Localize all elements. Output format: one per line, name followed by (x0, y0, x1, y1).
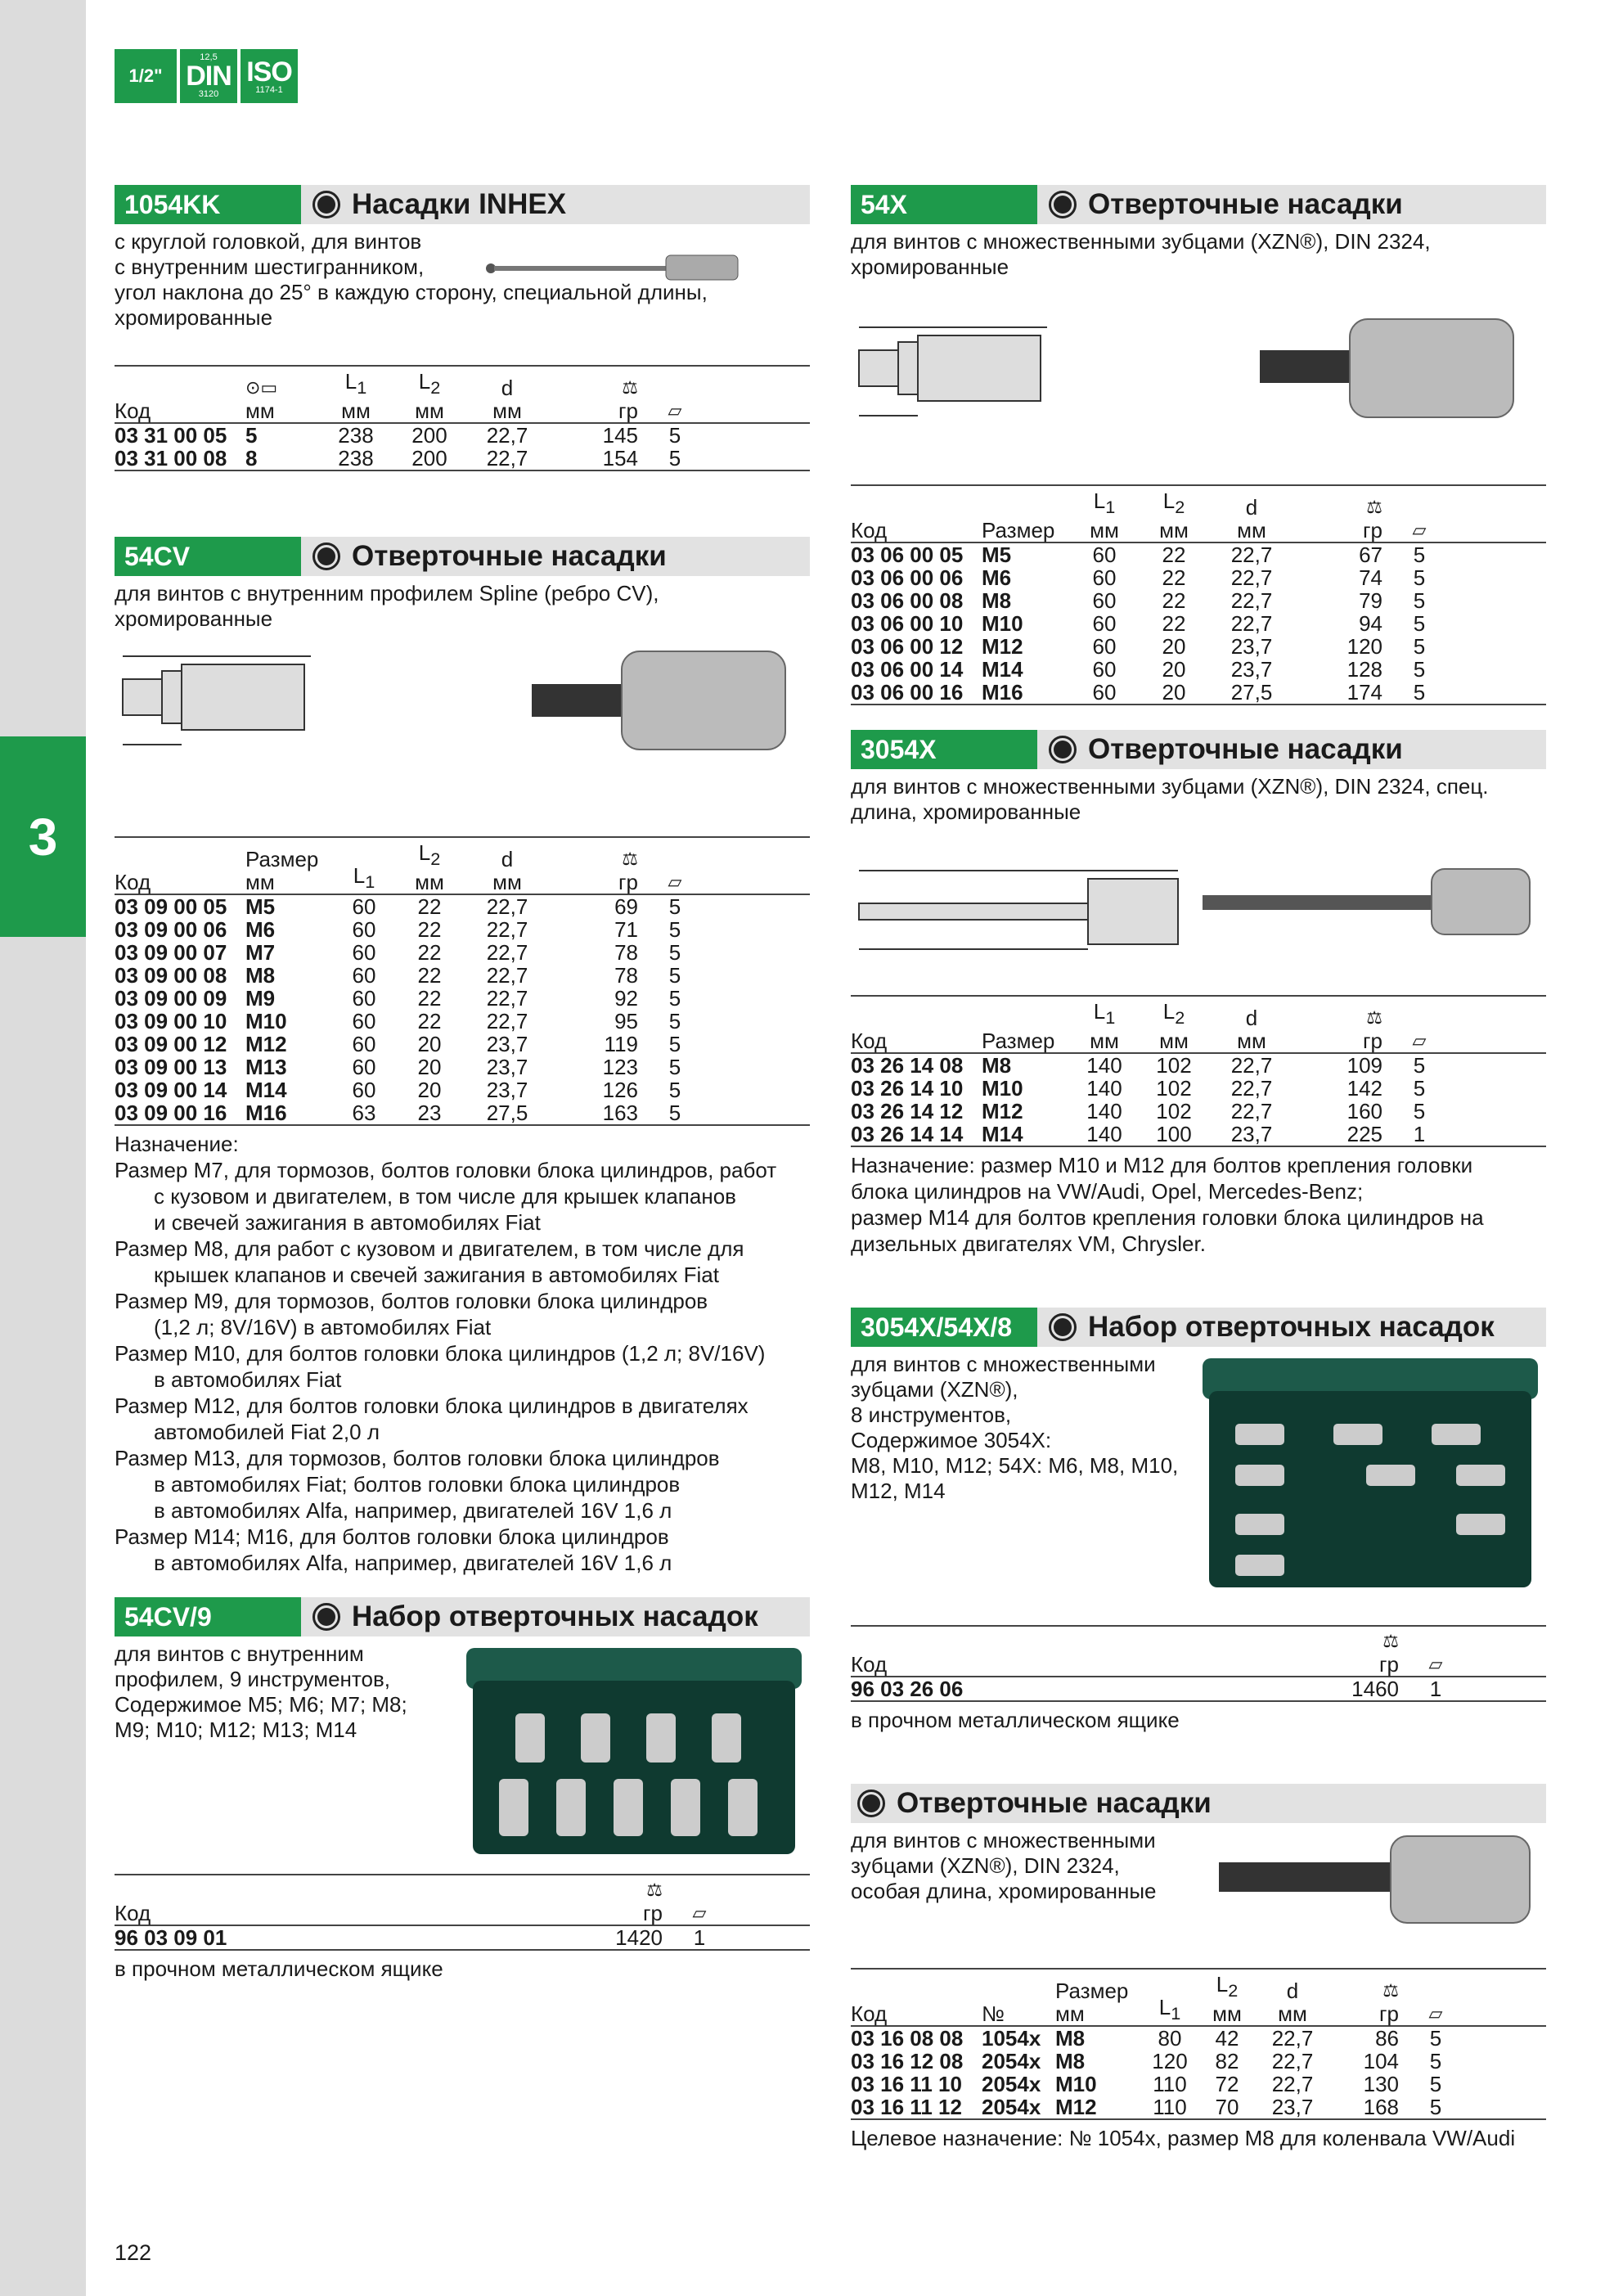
table-cell: 140 (1086, 1076, 1122, 1101)
table-cell: 22 (1162, 588, 1186, 614)
table-cell: 5 (1413, 634, 1426, 660)
specs-table: Код Размер мм $L_1$ $L_2$ мм d мм ⚖ гр ▱ 03 09 00 05 M5 60 22 22,7 69 5 03 09 00 06 M6 60 22 22,7 71 5 03 09 00 07 M7 60 22 22,7 78 5 03 09 00 08 M8 60 22 22,7 78 5 03 09 00 09 M9 60 22 22,7 92 5 03 09 00 10 M10 60 22 22,7 95 5 03 09 00 12 M12 60 20 23,7 119 5 03 09 00 13 M13 60 20 23,7 123 5 03 09 00 14 M14 60 20 23,7 126 5 03 09 00 16 M16 63 23 27,5 163 5 (115, 836, 810, 1126)
table-cell: M5 (982, 542, 1012, 568)
table-cell: 27,5 (486, 1101, 528, 1126)
table-cell: 23,7 (1230, 634, 1273, 660)
table-cell: 03 26 14 12 (851, 1099, 964, 1124)
table-cell: 22,7 (486, 963, 528, 988)
package-icon: ▱ (668, 871, 682, 893)
table-cell: 100 (1156, 1122, 1192, 1147)
xzn-drive-icon (1049, 191, 1077, 218)
table-cell: 23,7 (1230, 657, 1273, 682)
table-cell: 2054x (982, 2072, 1041, 2097)
table-cell: 94 (1359, 611, 1382, 637)
page-number: 122 (115, 2240, 152, 2265)
table-cell: M10 (245, 1009, 287, 1034)
specs-table: Код Размер $L_1$ мм $L_2$ мм d мм ⚖ гр ▱ 03 06 00 05 M5 60 22 22,7 67 5 03 06 00 06 M6 60 22 22,7 74 5 03 06 00 08 M8 60 22 22,7 79 5 03 06 00 10 M10 60 22 22,7 94 5 03 06 00 12 M12 60 20 23,7 120 5 03 06 00 14 M14 60 20 23,7 128 5 03 06 00 16 M16 60 20 27,5 174 5 (851, 484, 1546, 705)
table-cell: 142 (1347, 1076, 1382, 1101)
socket-bit-image (1194, 861, 1538, 943)
table-cell: 03 09 00 13 (115, 1055, 227, 1080)
table-row (851, 542, 1546, 566)
table-cell: 5 (1413, 611, 1426, 637)
table-row (115, 1078, 810, 1101)
table-row: 03 31 00 05 5 238 200 22,7 145 5 (115, 423, 681, 448)
table-cell: 5 (668, 963, 681, 988)
table-cell: 5 (1429, 2049, 1442, 2074)
section-3054x (851, 730, 1546, 1257)
section-title-bar (851, 730, 1546, 769)
table-cell: 140 (1086, 1053, 1122, 1078)
table-cell: 03 16 12 08 (851, 2049, 964, 2074)
section-title: Насадки INHEX (352, 188, 567, 220)
table-cell: 60 (1092, 611, 1117, 637)
table-cell: 22 (1162, 611, 1186, 637)
table-cell: 03 06 00 05 (851, 542, 964, 568)
section-title-bar (115, 537, 810, 576)
table-cell: 119 (604, 1032, 638, 1057)
table-cell: 20 (1162, 634, 1186, 660)
section-1054kk (115, 185, 810, 471)
table-cell: 22,7 (1230, 1076, 1273, 1101)
section-footnote: в прочном металлическом ящике (851, 1708, 1180, 1732)
specs-table: Код № Размер мм $L_1$ $L_2$ мм d мм ⚖ гр ▱ 03 16 08 08 1054x M8 80 42 22,7 86 5 03 16 12 08 2054x M8 120 82 22,7 104 5 03 16 11 10 2054x M10 110 72 22,7 130 5 03 16 11 12 2054x M12 110 70 23,7 168 5 (851, 1968, 1546, 2120)
table-cell: 60 (352, 894, 376, 920)
dimension-drawing (851, 317, 1063, 424)
table-cell: 5 (668, 1101, 681, 1126)
table-cell: M13 (245, 1055, 287, 1080)
table-row (851, 681, 1546, 705)
table-cell: 60 (1092, 634, 1117, 660)
table-cell: 63 (352, 1101, 376, 1126)
table-cell: 60 (1092, 565, 1117, 591)
table-cell: M5 (245, 894, 276, 920)
table-cell: 5 (1429, 2026, 1442, 2051)
usage-notes: Назначение: размер M10 и M12 для болтов крепления головки блока цилиндров на VW/Audi, Opel, Mercedes-Benz; размер M14 для болтов крепления головки блока цилиндров на дизельных двигателях VM, Chrysler. (851, 1153, 1484, 1257)
table-cell: M8 (1055, 2026, 1086, 2051)
table-cell: 03 16 11 12 (851, 2095, 962, 2120)
socket-bit-image (1252, 308, 1530, 422)
section-xzn-special-length (851, 1784, 1546, 2151)
table-cell: 20 (417, 1032, 442, 1057)
table-cell: 67 (1359, 542, 1382, 568)
table-cell: 120 (1347, 634, 1382, 660)
section-title: Набор отверточных насадок (352, 1600, 758, 1632)
table-cell: 60 (1092, 680, 1117, 705)
table-cell: 03 16 11 10 (851, 2072, 962, 2097)
table-cell: 5 (1413, 680, 1426, 705)
table-cell: M9 (245, 986, 276, 1011)
weight-icon: ⚖ (1382, 1631, 1399, 1651)
package-icon: ▱ (1428, 2003, 1443, 2024)
section-title-bar (851, 185, 1546, 224)
table-cell: M12 (1055, 2095, 1097, 2120)
weight-icon: ⚖ (1366, 1007, 1382, 1029)
table-cell: 92 (614, 986, 638, 1011)
table-row (115, 987, 810, 1010)
table-cell: 5 (1429, 2095, 1442, 2120)
table-cell: 20 (1162, 657, 1186, 682)
section-footnote: в прочном металлическом ящике (115, 1956, 443, 1981)
table-cell: 110 (1153, 2095, 1187, 2120)
section-title: Отверточные насадки (1088, 733, 1403, 765)
table-cell: M8 (982, 588, 1012, 614)
table-cell: 22,7 (1271, 2049, 1314, 2074)
table-cell: 22 (417, 1009, 442, 1034)
table-cell: 60 (352, 1078, 376, 1103)
table-cell: 72 (1215, 2072, 1239, 2097)
table-cell: 5 (1413, 657, 1426, 682)
inhex-bit-image (483, 249, 744, 281)
table-cell: 60 (352, 986, 376, 1011)
table-cell: 60 (352, 1055, 376, 1080)
table-cell: 174 (1347, 680, 1382, 705)
table-cell: 5 (668, 1055, 681, 1080)
table-row: 96 03 26 06 1460 1 (851, 1677, 1442, 1701)
section-title: Отверточные насадки (1088, 188, 1403, 220)
table-cell: M12 (245, 1032, 287, 1057)
weight-icon: ⚖ (622, 849, 638, 870)
table-row (115, 1056, 810, 1078)
table-cell: 5 (668, 917, 681, 943)
table-cell: 22,7 (486, 894, 528, 920)
table-cell: 123 (602, 1055, 638, 1080)
table-cell: 70 (1215, 2095, 1239, 2120)
table-cell: 03 06 00 06 (851, 565, 964, 591)
table-cell: 79 (1359, 588, 1382, 614)
section-title: Набор отверточных насадок (1088, 1311, 1495, 1343)
table-cell: 03 06 00 08 (851, 588, 964, 614)
table-cell: M10 (982, 1076, 1023, 1101)
table-cell: 20 (417, 1078, 442, 1103)
table-cell: 126 (602, 1078, 638, 1103)
table-cell: 2054x (982, 2095, 1041, 2120)
table-cell: 110 (1153, 2072, 1187, 2097)
table-cell: 168 (1363, 2095, 1399, 2120)
table-cell: M6 (982, 565, 1012, 591)
socket-bit-image (524, 635, 802, 758)
table-cell: 5 (668, 1078, 681, 1103)
table-cell: 22,7 (486, 917, 528, 943)
section-description: для винтов с внутренним профилем, 9 инструментов, Содержимое M5; M6; M7; M8; M9; M10; M12; M13; M14 (115, 1641, 407, 1742)
table-cell: 5 (668, 1009, 681, 1034)
table-cell: 03 09 00 06 (115, 917, 227, 943)
table-cell: 78 (614, 940, 638, 966)
table-cell: M10 (982, 611, 1023, 637)
table-row: 03 31 00 08 8 238 200 22,7 154 5 (115, 446, 681, 471)
table-cell: 22,7 (1230, 1053, 1273, 1078)
weight-icon: ⚖ (622, 377, 638, 398)
table-cell: 60 (352, 1009, 376, 1034)
chapter-tab: 3 (0, 736, 86, 937)
table-cell: M12 (982, 634, 1023, 660)
specs-table: Код ⚖ гр ▱ 96 03 26 06 1460 1 (851, 1625, 1546, 1702)
table-cell: 20 (417, 1055, 442, 1080)
table-row (115, 918, 810, 941)
table-cell: 03 26 14 14 (851, 1122, 964, 1147)
table-cell: M16 (982, 680, 1023, 705)
left-margin-bar (0, 0, 86, 2296)
table-cell: M8 (245, 963, 276, 988)
table-cell: 5 (1413, 1053, 1426, 1078)
table-cell: 5 (668, 986, 681, 1011)
xzn-drive-icon (857, 1790, 885, 1817)
table-cell: M16 (245, 1101, 287, 1126)
table-row (851, 635, 1546, 658)
table-cell: 104 (1363, 2049, 1399, 2074)
table-cell: M14 (982, 657, 1023, 682)
table-cell: 5 (1413, 588, 1426, 614)
table-cell: 5 (668, 940, 681, 966)
table-cell: 128 (1347, 657, 1382, 682)
table-cell: 22 (417, 894, 442, 920)
table-row (851, 658, 1546, 681)
drive-size-badge: 1/2" (115, 49, 177, 103)
table-cell: 22 (417, 917, 442, 943)
table-cell: 71 (614, 917, 638, 943)
socket-set-case-image (466, 1648, 802, 1861)
table-row (115, 941, 810, 964)
product-code: 54X (851, 185, 1037, 224)
specs-table: Код ⚖ гр ▱ 96 03 09 01 1420 1 (115, 1874, 810, 1951)
table-cell: 5 (1413, 1076, 1426, 1101)
table-cell: 86 (1375, 2026, 1399, 2051)
section-title-bar (851, 1308, 1546, 1347)
table-row: 96 03 09 01 1420 1 (115, 1925, 706, 1950)
table-cell: 23,7 (486, 1055, 528, 1080)
table-cell: 03 09 00 05 (115, 894, 227, 920)
table-cell: M8 (982, 1053, 1012, 1078)
table-cell: 102 (1156, 1053, 1192, 1078)
table-row (851, 612, 1546, 635)
table-row (851, 2073, 1546, 2096)
table-cell: 03 26 14 10 (851, 1076, 964, 1101)
table-row (851, 1100, 1546, 1123)
product-code: 54CV (115, 537, 301, 576)
specs-table: Код Размер $L_1$ мм $L_2$ мм d мм ⚖ гр ▱ 03 26 14 08 M8 140 102 22,7 109 5 03 26 14 10 M10 140 102 22,7 142 5 03 26 14 12 M12 140 102 22,7 160 5 03 26 14 14 M14 140 100 23,7 225 1 (851, 995, 1546, 1147)
hex-key-icon: ⊙▭ (245, 377, 278, 398)
table-cell: 03 09 00 10 (115, 1009, 227, 1034)
table-cell: 22 (417, 963, 442, 988)
table-row (851, 566, 1546, 589)
table-cell: M8 (1055, 2049, 1086, 2074)
weight-icon: ⚖ (1366, 497, 1382, 518)
table-cell: 23,7 (486, 1032, 528, 1057)
product-code: 1054KK (115, 185, 301, 224)
table-cell: 60 (352, 963, 376, 988)
table-cell: 22 (417, 986, 442, 1011)
table-cell: 140 (1086, 1099, 1122, 1124)
package-icon: ▱ (1412, 1030, 1427, 1051)
table-row (115, 1033, 810, 1056)
product-code: 54CV/9 (115, 1597, 301, 1636)
dimension-drawing (851, 861, 1227, 959)
standard-badges (115, 49, 298, 103)
table-cell: 23,7 (486, 1078, 528, 1103)
table-cell: 130 (1363, 2072, 1399, 2097)
table-row (115, 964, 810, 987)
table-cell: M7 (245, 940, 276, 966)
table-cell: 22,7 (486, 1009, 528, 1034)
table-row (115, 1101, 810, 1125)
table-cell: 22,7 (1230, 588, 1273, 614)
table-cell: 23,7 (1230, 1122, 1273, 1147)
table-cell: M6 (245, 917, 276, 943)
table-cell: M14 (982, 1122, 1023, 1147)
table-cell: 109 (1347, 1053, 1382, 1078)
table-cell: 80 (1158, 2026, 1182, 2051)
table-row (851, 1077, 1546, 1100)
specs-table: Код ⊙▭ мм $L_1$ мм $L_2$ мм d мм ⚖ гр ▱ 03 31 00 05 5 238 200 22,7 145 5 03 31 00 08 8 238 200 22,7 154 5 (115, 365, 810, 471)
table-cell: 160 (1347, 1099, 1382, 1124)
table-cell: 03 16 08 08 (851, 2026, 964, 2051)
table-cell: 82 (1215, 2049, 1239, 2074)
section-54cv (115, 537, 810, 1576)
xzn-drive-icon (1049, 1313, 1077, 1341)
table-cell: 95 (614, 1009, 638, 1034)
table-row (115, 1010, 810, 1033)
table-cell: 22,7 (1271, 2072, 1314, 2097)
table-cell: 5 (1413, 542, 1426, 568)
table-cell: 22 (1162, 565, 1186, 591)
table-cell: 60 (352, 1032, 376, 1057)
section-title-bar (115, 1597, 810, 1636)
table-cell: 1 (1413, 1122, 1426, 1147)
table-cell: 140 (1086, 1122, 1122, 1147)
table-cell: 60 (1092, 542, 1117, 568)
section-description: для винтов с множественными зубцами (XZN®), DIN 2324, хромированные (851, 229, 1431, 279)
table-cell: 03 06 00 14 (851, 657, 964, 682)
package-icon: ▱ (1428, 1654, 1443, 1674)
weight-icon: ⚖ (1382, 1980, 1399, 2001)
table-cell: 74 (1359, 565, 1382, 591)
hex-drive-icon (312, 191, 340, 218)
section-54x (851, 185, 1546, 705)
section-3054x-54x-8 (851, 1308, 1546, 1733)
section-description: для винтов с множественными зубцами (XZN®), DIN 2324, особая длина, хромированные (851, 1828, 1157, 1903)
table-cell: 60 (352, 940, 376, 966)
table-row (851, 2026, 1546, 2050)
table-cell: 22,7 (486, 986, 528, 1011)
table-cell: 42 (1215, 2026, 1239, 2051)
table-cell: 22 (417, 940, 442, 966)
table-cell: 20 (1162, 680, 1186, 705)
table-cell: 22 (1162, 542, 1186, 568)
table-cell: 22,7 (1230, 1099, 1273, 1124)
package-icon: ▱ (1412, 520, 1427, 541)
table-row (851, 1053, 1546, 1077)
usage-notes: Назначение: Размер M7, для тормозов, болтов головки блока цилиндров, работ с кузовом и двигателем, в том числе для крышек клапанов и свечей зажигания в автомобилях Fiat Размер M8, для работ с кузовом и двигателем, в том числе для крышек клапанов и свечей зажигания в автомобилях Fiat Размер M9, для тормозов, болтов головки блока цилиндров (1,2 л; 8V/16V) в автомобилях Fiat Размер M10, для болтов головки блока цилиндров (1,2 л; 8V/16V) в автомобилях Fiat Размер M12, для болтов головки блока цилиндров в двигателях автомобилей Fiat 2,0 л Размер M13, для тормозов, болтов головки блока цилиндров в автомобилях Fiat; болтов головки блока цилиндров в автомобилях Alfa, например, двигателей 16V 1,6 л Размер M14; M16, для болтов головки блока цилиндров в автомобилях Alfa, например, двигателей 16V 1,6 л (115, 1132, 777, 1576)
table-cell: 27,5 (1230, 680, 1273, 705)
table-cell: 22,7 (1230, 611, 1273, 637)
table-cell: 2054x (982, 2049, 1041, 2074)
section-title-bar (115, 185, 810, 224)
table-cell: M12 (982, 1099, 1023, 1124)
table-cell: 5 (1429, 2072, 1442, 2097)
iso-badge: ISO 1174-1 (241, 49, 298, 103)
table-cell: 22,7 (486, 940, 528, 966)
table-cell: M14 (245, 1078, 287, 1103)
table-cell: M10 (1055, 2072, 1097, 2097)
table-cell: 03 06 00 12 (851, 634, 964, 660)
section-description: для винтов с внутренним профилем Spline (ребро CV), хромированные (115, 581, 659, 631)
product-code: 3054X/54X/8 (851, 1308, 1037, 1347)
spline-drive-icon (312, 542, 340, 570)
table-cell: 03 09 00 07 (115, 940, 227, 966)
table-cell: 78 (614, 963, 638, 988)
table-cell: 69 (614, 894, 638, 920)
table-cell: 03 09 00 12 (115, 1032, 227, 1057)
table-cell: 163 (602, 1101, 638, 1126)
socket-set-case-image (1203, 1358, 1538, 1596)
product-code: 3054X (851, 730, 1037, 769)
table-row (851, 2050, 1546, 2073)
package-icon: ▱ (668, 400, 682, 421)
table-cell: 22,7 (1230, 565, 1273, 591)
table-cell: 102 (1156, 1076, 1192, 1101)
dimension-drawing (115, 646, 327, 753)
table-cell: 60 (352, 917, 376, 943)
package-icon: ▱ (692, 1902, 707, 1923)
table-cell: 23 (417, 1101, 442, 1126)
table-row (851, 589, 1546, 612)
table-cell: 225 (1347, 1122, 1382, 1147)
section-title: Отверточные насадки (352, 540, 667, 572)
table-cell: 03 26 14 08 (851, 1053, 964, 1078)
table-row (851, 2096, 1546, 2119)
table-cell: 22,7 (1271, 2026, 1314, 2051)
table-cell: 5 (668, 894, 681, 920)
table-cell: 120 (1152, 2049, 1188, 2074)
section-footnote: Целевое назначение: № 1054x, размер M8 для коленвала VW/Audi (851, 2126, 1516, 2151)
table-cell: 5 (1413, 1099, 1426, 1124)
table-cell: 03 06 00 10 (851, 611, 964, 637)
table-cell: 03 09 00 08 (115, 963, 227, 988)
section-title-bar (851, 1784, 1546, 1823)
xzn-drive-icon (1049, 736, 1077, 763)
table-cell: 23,7 (1271, 2095, 1314, 2120)
socket-bit-image (1211, 1830, 1538, 1928)
section-54cv9 (115, 1597, 810, 1982)
table-row (115, 894, 810, 918)
table-row (851, 1123, 1546, 1146)
table-cell: 102 (1156, 1099, 1192, 1124)
weight-icon: ⚖ (646, 1880, 663, 1900)
section-description: для винтов с множественными зубцами (XZN®), 8 инструментов, Содержимое 3054X: M8, M10, M12; 54X: M6, M8, M10, M12, M14 (851, 1352, 1179, 1503)
table-cell: 5 (668, 1032, 681, 1057)
table-cell: 1054x (982, 2026, 1041, 2051)
section-description: для винтов с множественными зубцами (XZN®), DIN 2324, спец. длина, хромированные (851, 774, 1489, 824)
section-description: с круглой головкой, для винтов с внутренним шестигранником, угол наклона до 25° в каждую сторону, специальной длины, хромированные (115, 229, 708, 330)
spline-drive-icon (312, 1603, 340, 1631)
section-title: Отверточные насадки (897, 1787, 1212, 1819)
table-cell: 03 09 00 09 (115, 986, 227, 1011)
table-cell: 60 (1092, 588, 1117, 614)
table-cell: 60 (1092, 657, 1117, 682)
table-cell: 03 09 00 16 (115, 1101, 227, 1126)
table-cell: 03 09 00 14 (115, 1078, 227, 1103)
table-cell: 22,7 (1230, 542, 1273, 568)
table-cell: 5 (1413, 565, 1426, 591)
din-badge: 12,5 DIN 3120 (180, 49, 237, 103)
table-cell: 03 06 00 16 (851, 680, 964, 705)
